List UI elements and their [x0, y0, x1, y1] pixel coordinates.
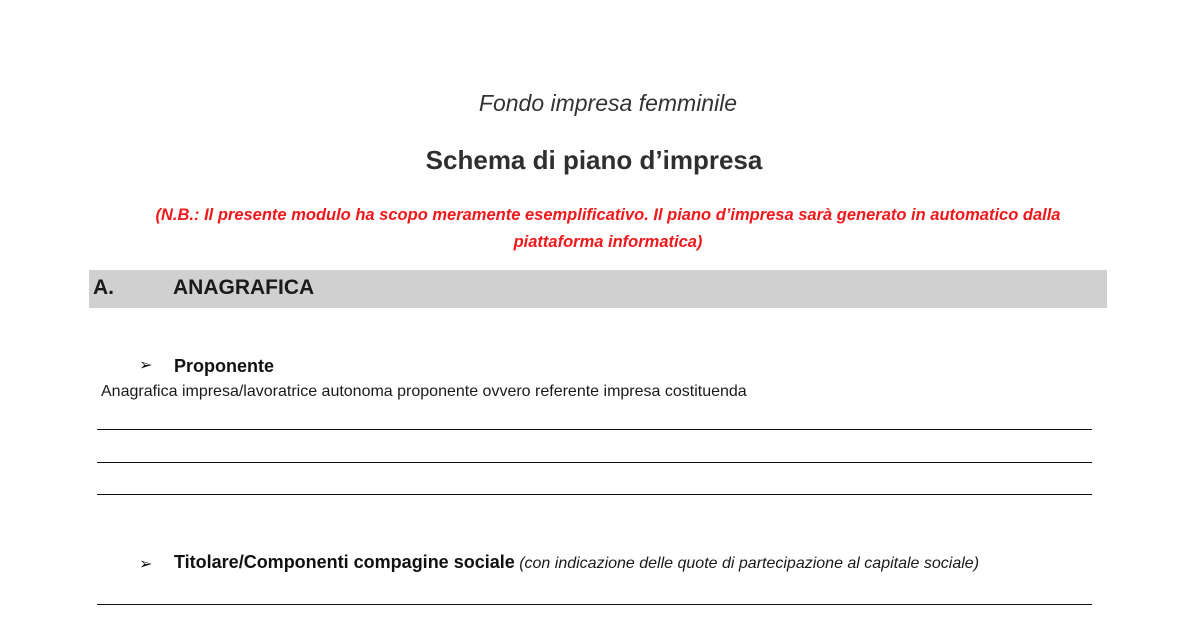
- fill-in-line[interactable]: [97, 462, 1092, 463]
- section-letter: A.: [93, 276, 114, 299]
- arrow-bullet-icon: ➢: [139, 556, 153, 573]
- section-title: ANAGRAFICA: [173, 276, 315, 299]
- fill-in-line[interactable]: [97, 429, 1092, 430]
- disclaimer-note: [100, 202, 1116, 256]
- document-subtitle: Fondo impresa femminile: [478, 90, 738, 116]
- document-title: Schema di piano d’impresa: [425, 145, 763, 175]
- item-description-proponente: Anagrafica impresa/lavoratrice autonoma proponente ovvero referente impresa costituenda: [101, 383, 747, 400]
- item-heading-compagine: [174, 552, 979, 573]
- item-hint-compagine: (con indicazione delle quote di partecipazione al capitale sociale): [519, 555, 980, 572]
- disclaimer-note-line-2: piattaforma informatica): [513, 233, 703, 251]
- disclaimer-note-line-1: (N.B.: Il presente modulo ha scopo meramente esemplificativo. Il piano d’impresa sarà generato in automatico dalla: [155, 206, 1061, 224]
- arrow-bullet-icon: ➢: [139, 357, 153, 374]
- fill-in-line[interactable]: [97, 604, 1092, 605]
- fill-in-line[interactable]: [97, 494, 1092, 495]
- item-label-compagine: Titolare/Componenti compagine sociale: [174, 552, 515, 572]
- section-header-anagrafica: [89, 270, 1107, 308]
- item-label-proponente: Proponente: [174, 356, 275, 376]
